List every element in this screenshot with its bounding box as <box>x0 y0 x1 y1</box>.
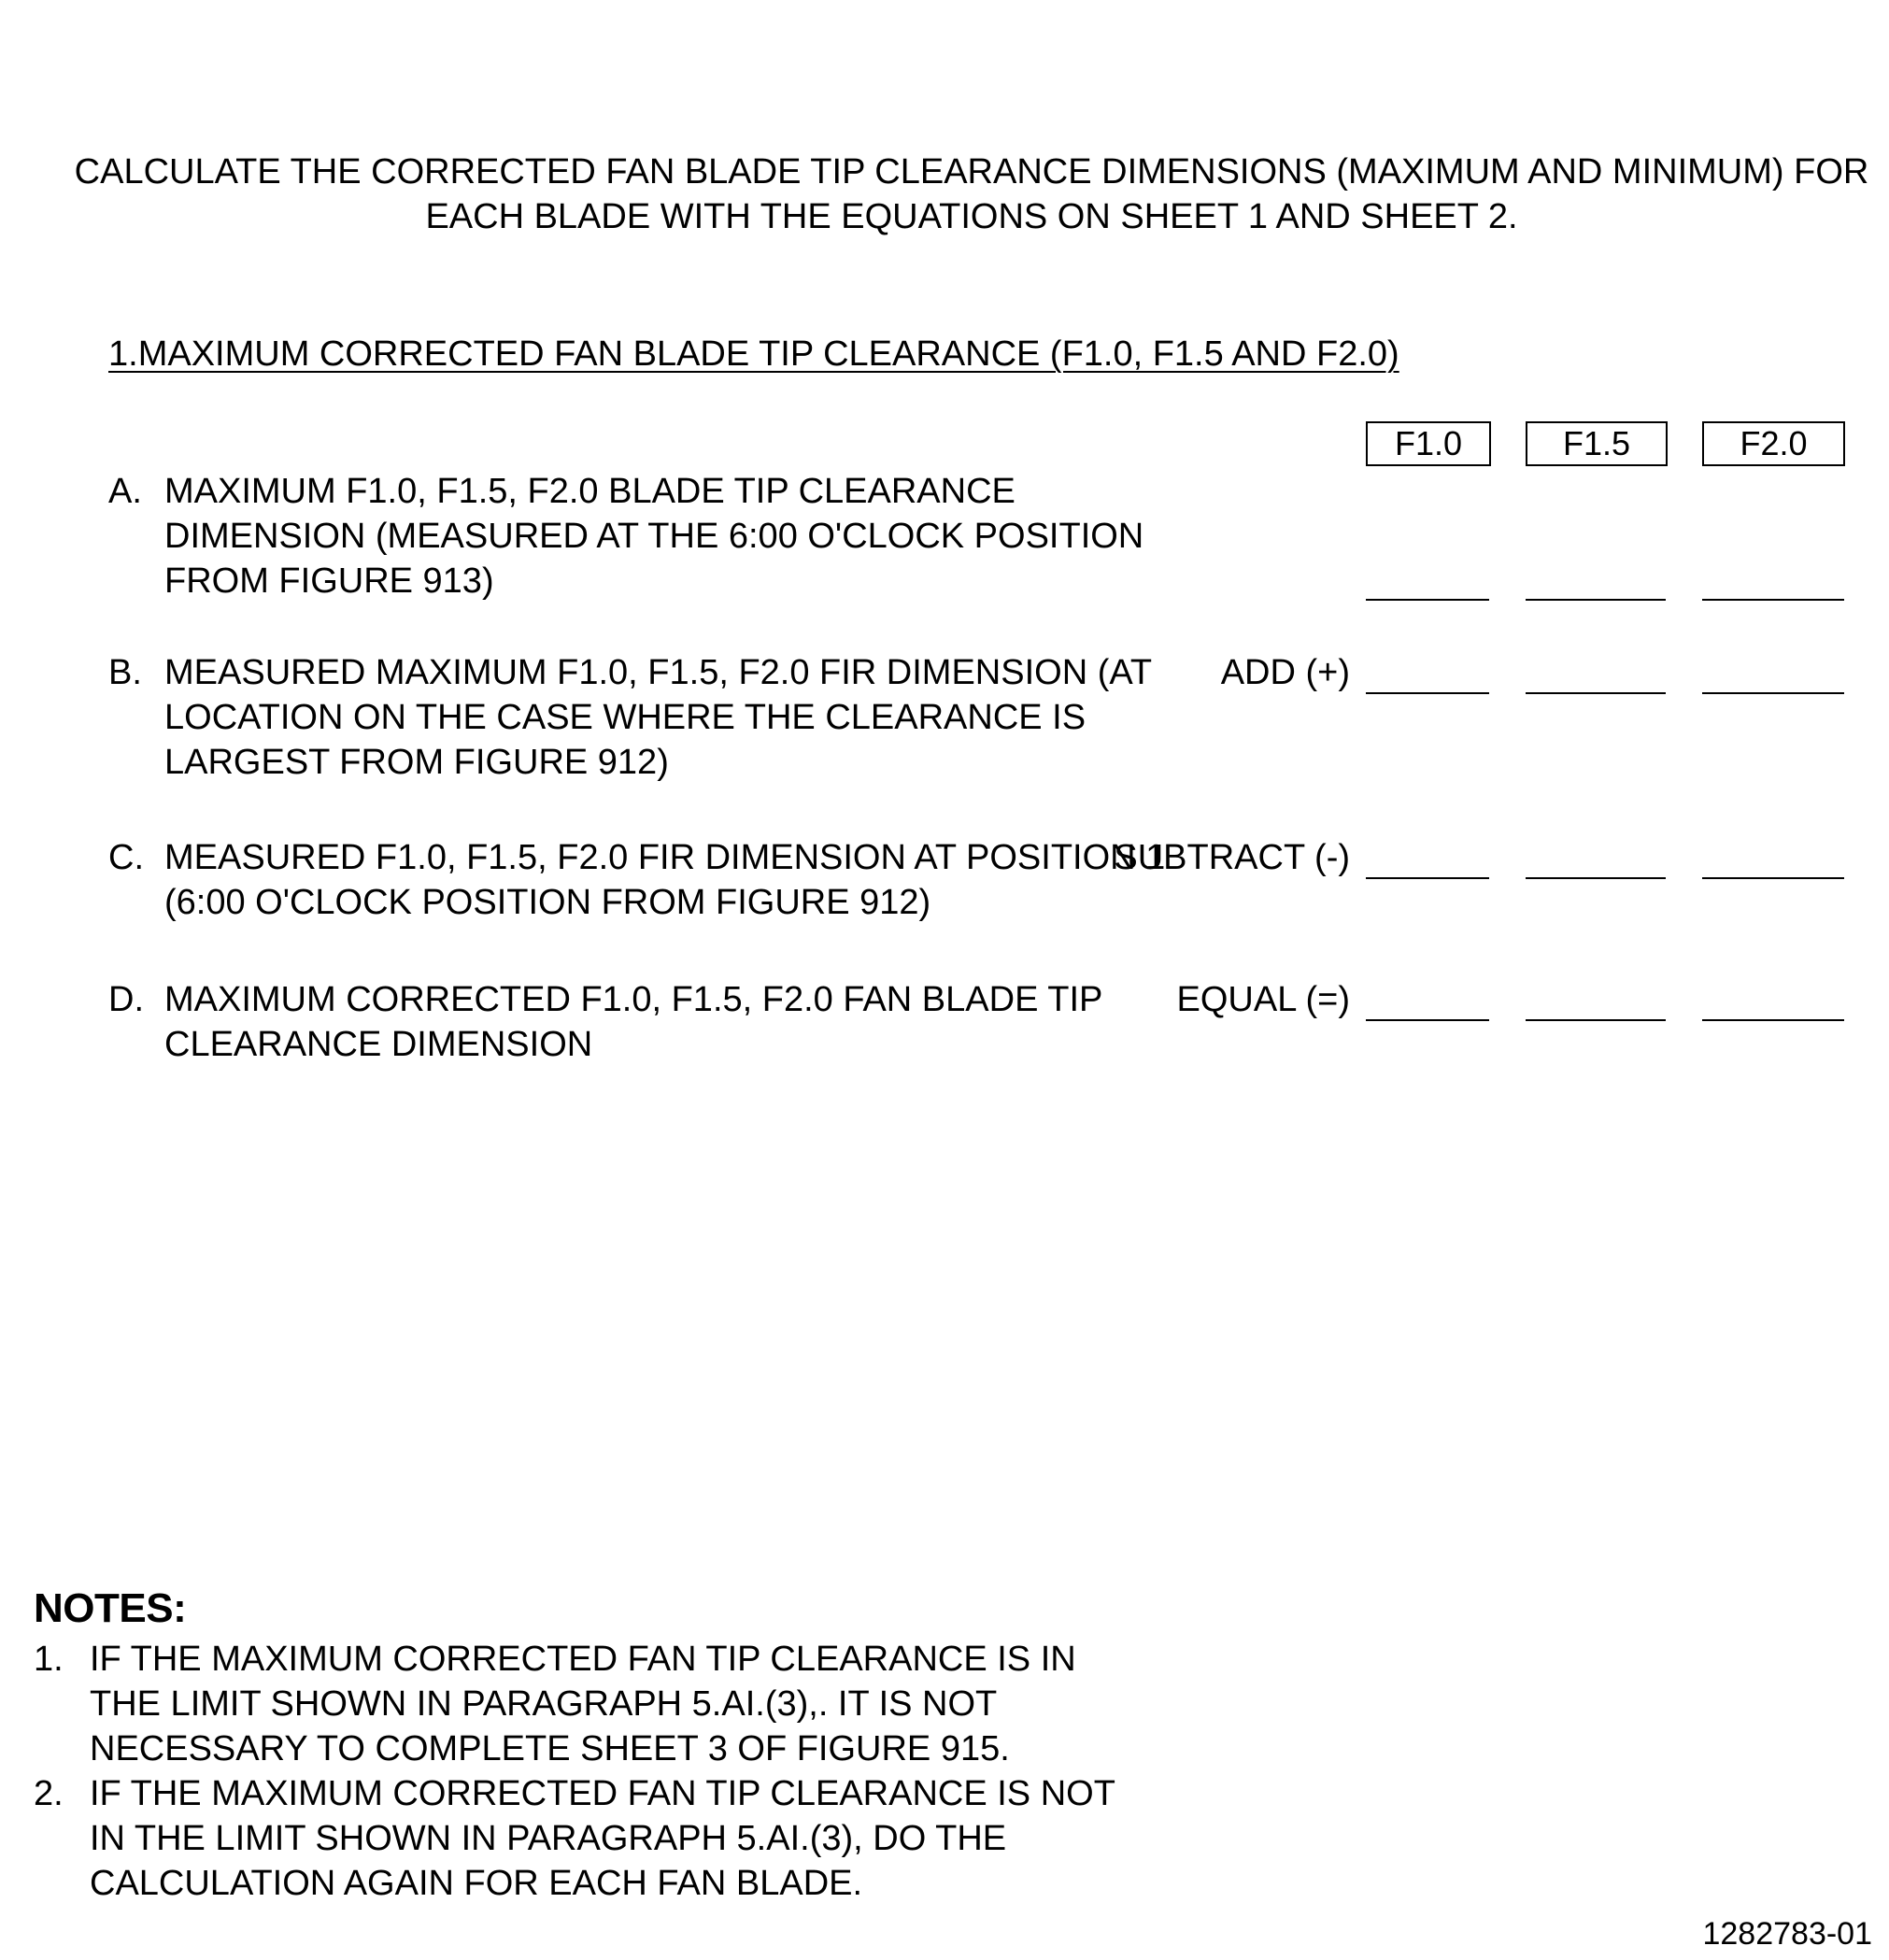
note-1-number: 1. <box>34 1640 64 1679</box>
item-b-blank-f2-0[interactable] <box>1702 692 1844 694</box>
item-c-blank-f1-5[interactable] <box>1526 877 1666 879</box>
item-a-blank-f1-5[interactable] <box>1526 599 1666 601</box>
item-a-blank-f2-0[interactable] <box>1702 599 1844 601</box>
item-a-letter: A. <box>108 472 142 511</box>
section-title: 1.MAXIMUM CORRECTED FAN BLADE TIP CLEARANCE (F1.0, F1.5 AND F2.0) <box>108 334 1399 374</box>
item-b-letter: B. <box>108 653 142 692</box>
notes-title: NOTES: <box>34 1585 187 1631</box>
item-d-line-1: MAXIMUM CORRECTED F1.0, F1.5, F2.0 FAN BLADE TIP <box>164 980 1103 1019</box>
item-d-blank-f1-0[interactable] <box>1366 1019 1489 1021</box>
item-b-operation: ADD (+) <box>1220 653 1350 692</box>
item-b-line-3: LARGEST FROM FIGURE 912) <box>164 743 669 782</box>
item-a-blank-f1-0[interactable] <box>1366 599 1489 601</box>
column-header-f2-0: F2.0 <box>1702 421 1845 466</box>
item-a-line-1: MAXIMUM F1.0, F1.5, F2.0 BLADE TIP CLEARANCE <box>164 472 1016 511</box>
item-d-blank-f2-0[interactable] <box>1702 1019 1844 1021</box>
item-c-blank-f1-0[interactable] <box>1366 877 1489 879</box>
note-2-number: 2. <box>34 1774 64 1813</box>
item-c-line-2: (6:00 O'CLOCK POSITION FROM FIGURE 912) <box>164 883 931 922</box>
note-1-line-3: NECESSARY TO COMPLETE SHEET 3 OF FIGURE 915. <box>90 1729 1010 1768</box>
column-header-f1-0: F1.0 <box>1366 421 1491 466</box>
intro-line-1: CALCULATE THE CORRECTED FAN BLADE TIP CLEARANCE DIMENSIONS (MAXIMUM AND MINIMUM) FOR <box>74 152 1869 192</box>
item-b-blank-f1-5[interactable] <box>1526 692 1666 694</box>
note-2-line-3: CALCULATION AGAIN FOR EACH FAN BLADE. <box>90 1864 863 1903</box>
item-d-operation: EQUAL (=) <box>1176 980 1350 1019</box>
item-c-line-1: MEASURED F1.0, F1.5, F2.0 FIR DIMENSION AT POSITION 1 <box>164 838 1166 877</box>
item-b-line-2: LOCATION ON THE CASE WHERE THE CLEARANCE IS <box>164 698 1087 737</box>
note-2-line-2: IN THE LIMIT SHOWN IN PARAGRAPH 5.AI.(3), DO THE <box>90 1819 1007 1858</box>
note-1-line-1: IF THE MAXIMUM CORRECTED FAN TIP CLEARANCE IS IN <box>90 1640 1076 1679</box>
item-d-letter: D. <box>108 980 144 1019</box>
note-1-line-2: THE LIMIT SHOWN IN PARAGRAPH 5.AI.(3),. IT IS NOT <box>90 1684 998 1724</box>
item-a-line-2: DIMENSION (MEASURED AT THE 6:00 O'CLOCK POSITION <box>164 517 1144 556</box>
item-b-blank-f1-0[interactable] <box>1366 692 1489 694</box>
column-header-f1-5: F1.5 <box>1526 421 1668 466</box>
note-2-line-1: IF THE MAXIMUM CORRECTED FAN TIP CLEARANCE IS NOT <box>90 1774 1115 1813</box>
item-b-line-1: MEASURED MAXIMUM F1.0, F1.5, F2.0 FIR DIMENSION (AT <box>164 653 1153 692</box>
item-d-line-2: CLEARANCE DIMENSION <box>164 1025 593 1064</box>
item-c-operation: SUBTRACT (-) <box>1114 838 1350 877</box>
item-a-line-3: FROM FIGURE 913) <box>164 561 494 601</box>
item-c-blank-f2-0[interactable] <box>1702 877 1844 879</box>
item-c-letter: C. <box>108 838 144 877</box>
figure-id: 1282783-01 <box>1702 1916 1872 1952</box>
intro-line-2: EACH BLADE WITH THE EQUATIONS ON SHEET 1 AND SHEET 2. <box>425 197 1518 236</box>
item-d-blank-f1-5[interactable] <box>1526 1019 1666 1021</box>
